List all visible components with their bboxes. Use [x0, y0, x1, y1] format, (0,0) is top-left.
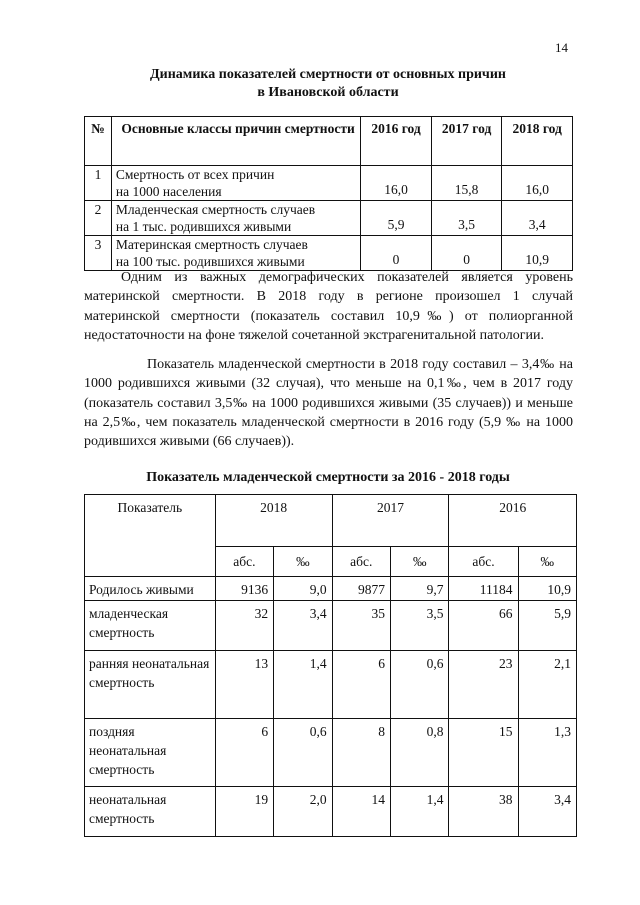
row-indicator: ранняя неонатальная смертность — [85, 651, 216, 719]
cell-value: 13 — [215, 651, 273, 719]
row-cause-line2: на 1000 населения — [115, 184, 222, 199]
cell-value: 9,0 — [274, 577, 332, 601]
cell-value: 9136 — [215, 577, 273, 601]
row-cause-line2: на 1 тыс. родившихся живыми — [115, 219, 292, 234]
cell-value: 2,0 — [274, 787, 332, 837]
table2-title: Показатель младенческой смертности за 2016 - 2018 годы — [146, 470, 510, 485]
cell-value: 23 — [449, 651, 518, 719]
row-indicator: Родилось живыми — [85, 577, 216, 601]
cell-value: 9877 — [332, 577, 390, 601]
header-2017: 2017 год — [431, 117, 502, 166]
cell-value: 3,5 — [391, 601, 449, 651]
table-header-row — [85, 495, 577, 547]
row-indicator: поздняя неонатальная смертность — [85, 719, 216, 787]
cell-value: 32 — [215, 601, 273, 651]
value-2016: 5,9 — [361, 201, 432, 236]
cell-value: 35 — [332, 601, 390, 651]
cell-value: 0,6 — [274, 719, 332, 787]
table-row — [85, 601, 577, 651]
row-cause-line1: Смертность от всех причин — [115, 167, 275, 182]
page-number: 14 — [555, 40, 568, 55]
row-number: 2 — [85, 201, 112, 236]
cell-value: 5,9 — [518, 601, 576, 651]
table-row — [85, 719, 577, 787]
value-2017: 15,8 — [431, 166, 502, 201]
cell-value: 11184 — [449, 577, 518, 601]
header-year-2016: 2016 — [449, 495, 577, 547]
subheader-permille: ‰ — [391, 547, 449, 577]
table-row — [85, 201, 573, 236]
row-cause — [111, 166, 360, 201]
value-2016: 0 — [361, 236, 432, 271]
cell-value: 10,9 — [518, 577, 576, 601]
cell-value: 1,3 — [518, 719, 576, 787]
row-indicator: неонатальная смертность — [85, 787, 216, 837]
cell-value: 0,8 — [391, 719, 449, 787]
row-indicator: младенческая смертность — [85, 601, 216, 651]
table-header-row — [85, 117, 573, 166]
cell-value: 3,4 — [274, 601, 332, 651]
row-cause-line1: Материнская смертность случаев — [115, 237, 308, 252]
cell-value: 0,6 — [391, 651, 449, 719]
table-row — [85, 651, 577, 719]
cell-value: 3,4 — [518, 787, 576, 837]
row-cause-line1: Младенческая смертность случаев — [115, 202, 316, 217]
value-2017: 0 — [431, 236, 502, 271]
subheader-abs: абс. — [332, 547, 390, 577]
cell-value: 14 — [332, 787, 390, 837]
row-cause — [111, 201, 360, 236]
cell-value: 66 — [449, 601, 518, 651]
subheader-permille: ‰ — [518, 547, 576, 577]
table1-title-line1: Динамика показателей смертности от основных причин — [150, 67, 506, 82]
table-row — [85, 787, 577, 837]
value-2018: 3,4 — [502, 201, 573, 236]
value-2017: 3,5 — [431, 201, 502, 236]
row-number: 3 — [85, 236, 112, 271]
cell-value: 2,1 — [518, 651, 576, 719]
subheader-abs: абс. — [215, 547, 273, 577]
cell-value: 38 — [449, 787, 518, 837]
row-number: 1 — [85, 166, 112, 201]
value-2018: 16,0 — [502, 166, 573, 201]
table-row — [85, 166, 573, 201]
value-2016: 16,0 — [361, 166, 432, 201]
header-indicator: Показатель — [85, 495, 216, 577]
header-year-2018: 2018 — [215, 495, 332, 547]
cell-value: 1,4 — [391, 787, 449, 837]
cell-value: 15 — [449, 719, 518, 787]
paragraph-infant-mortality: Показатель младенческой смертности в 2018 году составил – 3,4‰ на 1000 родившихся живыми (32 случая), что меньше на 0,1‰, чем в 2017 году (показатель составил 3,5‰ на 1000 родившихся живыми (35 случаев)) и меньше на 2,5‰, чем показатель младенческой смертности в 2016 году (5,9 ‰ на 1000 родившихся живыми (66 случаев)). — [84, 357, 573, 450]
header-2016: 2016 год — [361, 117, 432, 166]
paragraph-maternal-mortality: Одним из важных демографических показателей является уровень материнской смертности. В 2018 году в регионе произошел 1 случай материнской смертности (показатель составил 10,9‰) от полиорганной недостаточности на фоне тяжелой сочетанной экстрагенитальной патологии. — [84, 270, 573, 343]
cell-value: 6 — [215, 719, 273, 787]
header-number: № — [85, 117, 112, 166]
cell-value: 8 — [332, 719, 390, 787]
subheader-abs: абс. — [449, 547, 518, 577]
table-row — [85, 577, 577, 601]
table1-title — [84, 66, 572, 102]
header-causes: Основные классы причин смертности — [111, 117, 360, 166]
cell-value: 1,4 — [274, 651, 332, 719]
mortality-causes-table — [84, 116, 573, 271]
table1-title-line2: в Ивановской области — [257, 85, 399, 100]
row-cause-line2: на 100 тыс. родившихся живыми — [115, 254, 305, 269]
value-2018: 10,9 — [502, 236, 573, 271]
header-2018: 2018 год — [502, 117, 573, 166]
row-cause — [111, 236, 360, 271]
cell-value: 19 — [215, 787, 273, 837]
table-row — [85, 236, 573, 271]
header-year-2017: 2017 — [332, 495, 449, 547]
cell-value: 9,7 — [391, 577, 449, 601]
infant-mortality-table — [84, 494, 577, 837]
cell-value: 6 — [332, 651, 390, 719]
subheader-permille: ‰ — [274, 547, 332, 577]
